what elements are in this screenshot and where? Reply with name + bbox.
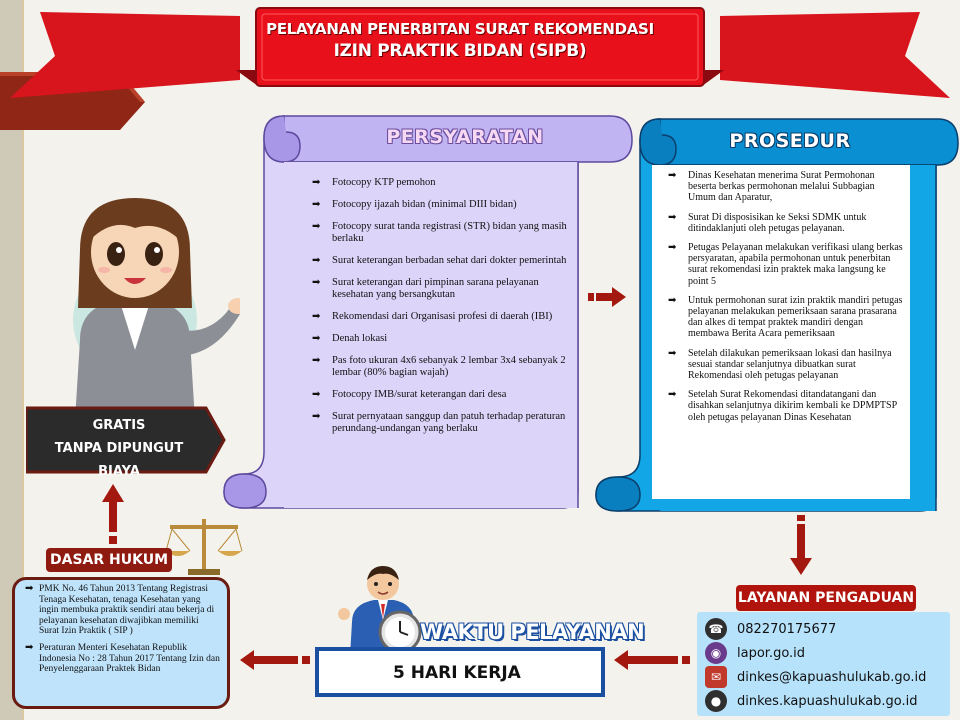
contact-email-text: dinkes@kapuashulukab.go.id [737,669,927,685]
waktu-pelayanan-box [315,647,605,697]
gratis-label [34,414,204,483]
list-item: ➡ Fotocopy ijazah bidan (minimal DIII bidan) [310,199,572,211]
banner-title [258,18,662,62]
contact-web-text: dinkes.kapuashulukab.go.id [737,693,918,709]
list-item: ➡ Fotocopy KTP pemohon [310,177,572,189]
list-item: ➡ Petugas Pelayanan melakukan verifikasi ulang berkas persyaratan, apabila permohonan untuk penerbitan surat rekomendasi izin praktek maka langsung ke point 5 [666,242,904,287]
layanan-pengaduan-title: LAYANAN PENGADUAN [736,585,916,611]
contact-email[interactable] [705,666,926,688]
list-item: ➡ PMK No. 46 Tahun 2013 Tentang Registrasi Tenaga Kesehatan, tenaga Kesehatan yang ingin membuka praktik sendiri atau bekerja di pelayanan kesehatan diwajibkan memiliki Surat Izin Praktik ( SIP ) [23,584,221,637]
layanan-pengaduan-panel [697,612,950,716]
list-item: ➡ Peraturan Menteri Kesehatan Republik Indonesia No : 28 Tahun 2017 Tentang Izin dan Penyelenggaraan Praktek Bidan [23,643,221,675]
list-item: ➡ Fotocopy IMB/surat keterangan dari desa [310,389,572,401]
gratis-line2: TANPA DIPUNGUT BIAYA [54,441,184,479]
gratis-line1: GRATIS [92,418,146,433]
list-item: ➡ Rekomendasi dari Organisasi profesi di daerah (IBI) [310,311,572,323]
waktu-pelayanan-value: 5 HARI KERJA [393,663,521,683]
list-item: ➡ Fotocopy surat tanda registrasi (STR) bidan yang masih berlaku [310,221,572,245]
waktu-pelayanan-title: WAKTU PELAYANAN [420,620,645,644]
list-item: ➡ Surat keterangan berbadan sehat dari dokter pemerintah [310,255,572,267]
arrow-down-icon [790,515,812,577]
list-item: ➡ Pas foto ukuran 4x6 sebanyak 2 lembar 3x4 sebanyak 2 lembar (80% bagian wajah) [310,355,572,379]
list-item: ➡ Surat pernyataan sanggup dan patuh terhadap peraturan perundang-undangan yang berlaku [310,411,572,435]
persyaratan-title: PERSYARATAN [386,126,544,148]
list-item: ➡ Surat Di disposisikan ke Seksi SDMK untuk ditindaklanjuti oleh petugas pelayanan. [666,212,904,234]
dasar-hukum-panel [12,577,230,709]
whatsapp-icon: ☎ [705,618,727,640]
dasar-hukum-title: DASAR HUKUM [46,548,172,572]
list-item: ➡ Surat keterangan dari pimpinan sarana pelayanan kesehatan yang bersangkutan [310,277,572,301]
list-item: ➡ Setelah Surat Rekomendasi ditandatangani dan disahkan selanjutnya dikirim kembali ke DPMPTSP oleh petugas pelayanan Dinas Kesehatan [666,389,904,423]
arrow-left-icon [614,650,692,670]
list-item: ➡ Setelah dilakukan pemeriksaan lokasi dan hasilnya sesuai standar selanjutnya dibuatkan surat Rekomendasi oleh petugas pelayanan [666,348,904,382]
list-item: ➡ Dinas Kesehatan menerima Surat Permohonan beserta berkas permohonan melalui Subbagian Umum dan Aparatur, [666,170,904,204]
persyaratan-list [310,177,572,445]
arrow-left-icon [240,650,310,670]
prosedur-list [666,170,904,431]
scales-icon [162,515,246,577]
contact-whatsapp-text: 082270175677 [737,621,837,637]
list-item: ➡ Denah lokasi [310,333,572,345]
banner-title-line2: IZIN PRAKTIK BIDAN (SIPB) [333,41,587,61]
contact-whatsapp[interactable] [705,618,836,640]
arrow-up-icon [102,484,124,546]
globe-icon: ◉ [705,642,727,664]
banner-title-line1: PELAYANAN PENERBITAN SURAT REKOMENDASI [266,20,654,38]
web-icon: ● [705,690,727,712]
dasar-hukum-list [23,584,221,675]
contact-lapor[interactable] [705,642,805,664]
woman-illustration [40,190,240,420]
prosedur-title: PROSEDUR [729,130,851,152]
email-icon: ✉ [705,666,727,688]
businessman-clock-illustration [338,562,428,656]
list-item: ➡ Untuk permohonan surat izin praktik mandiri petugas pelayanan melakukan pemeriksaan sarana prasarana dan alkes di tempat praktek mandiri dengan membawa Berita Acara pemeriksaan [666,295,904,340]
contact-web[interactable] [705,690,918,712]
contact-lapor-text: lapor.go.id [737,645,806,661]
